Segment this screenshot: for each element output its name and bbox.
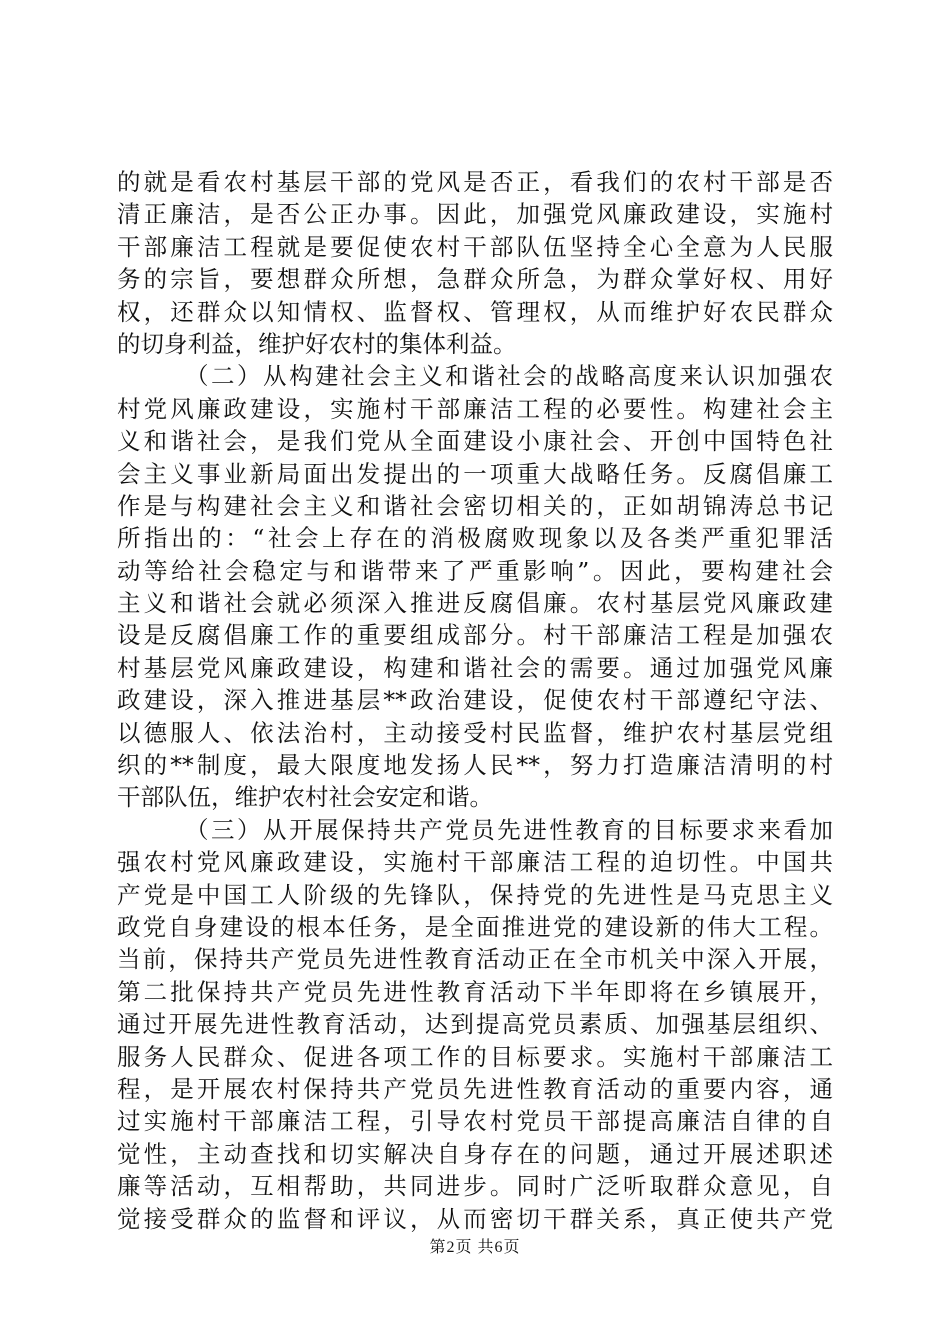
document-body [117, 166, 833, 1235]
text-line: 务的宗旨，要想群众所想，急群众所急，为群众掌好权、用好 [117, 265, 833, 294]
text-line: 权，还群众以知情权、监督权、管理权，从而维护好农民群众 [117, 297, 833, 326]
page-footer: 第2页 共6页 [429, 1239, 521, 1256]
text-line: 觉性，主动查找和切实解决自身存在的问题，通过开展述职述 [117, 1139, 833, 1168]
text-line: 清正廉洁，是否公正办事。因此，加强党风廉政建设，实施村 [117, 200, 833, 229]
text-line: 以德服人、依法治村，主动接受村民监督，维护农村基层党组 [117, 718, 833, 747]
text-line: 通过开展先进性教育活动，达到提高党员素质、加强基层组织、 [117, 1010, 833, 1039]
text-line: 村党风廉政建设，实施村干部廉洁工程的必要性。构建社会主 [117, 394, 833, 423]
text-line: 政建设，深入推进基层**政治建设，促使农村干部遵纪守法、 [117, 686, 833, 715]
text-line: 觉接受群众的监督和评议，从而密切干群关系，真正使共产党 [117, 1204, 833, 1233]
text-line: 服务人民群众、促进各项工作的目标要求。实施村干部廉洁工 [117, 1042, 833, 1071]
text-line: 政党自身建设的根本任务，是全面推进党的建设新的伟大工程。 [117, 912, 833, 941]
text-line: 的切身利益，维护好农村的集体利益。 [117, 329, 517, 358]
text-line: 第二批保持共产党员先进性教育活动下半年即将在乡镇展开， [117, 977, 833, 1006]
text-line: 过实施村干部廉洁工程，引导农村党员干部提高廉洁自律的自 [117, 1107, 833, 1136]
text-line: （三）从开展保持共产党员先进性教育的目标要求来看加 [185, 815, 833, 844]
text-line: 动等给社会稳定与和谐带来了严重影响”。因此，要构建社会 [117, 556, 833, 585]
text-line: 义和谐社会，是我们党从全面建设小康社会、开创中国特色社 [117, 427, 833, 456]
text-line: 强农村党风廉政建设，实施村干部廉洁工程的迫切性。中国共 [117, 848, 833, 877]
text-line: 干部队伍，维护农村社会安定和谐。 [117, 783, 493, 812]
text-line: 程，是开展农村保持共产党员先进性教育活动的重要内容，通 [117, 1074, 833, 1103]
text-line: 村基层党风廉政建设，构建和谐社会的需要。通过加强党风廉 [117, 653, 833, 682]
text-line: 的就是看农村基层干部的党风是否正，看我们的农村干部是否 [117, 168, 833, 196]
text-line: （二）从构建社会主义和谐社会的战略高度来认识加强农 [185, 362, 833, 391]
text-line: 当前，保持共产党员先进性教育活动正在全市机关中深入开展， [117, 945, 833, 974]
text-line: 会主义事业新局面出发提出的一项重大战略任务。反腐倡廉工 [117, 459, 833, 488]
text-line: 织的**制度，最大限度地发扬人民**，努力打造廉洁清明的村 [117, 751, 833, 780]
text-line: 产党是中国工人阶级的先锋队，保持党的先进性是马克思主义 [117, 880, 833, 909]
text-line: 所指出的：“社会上存在的消极腐败现象以及各类严重犯罪活 [117, 524, 833, 553]
text-line: 干部廉洁工程就是要促使农村干部队伍坚持全心全意为人民服 [117, 232, 833, 261]
text-line: 作是与构建社会主义和谐社会密切相关的，正如胡锦涛总书记 [117, 491, 833, 520]
text-line: 廉等活动，互相帮助，共同进步。同时广泛听取群众意见，自 [117, 1172, 833, 1201]
text-line: 主义和谐社会就必须深入推进反腐倡廉。农村基层党风廉政建 [117, 589, 833, 618]
text-line: 设是反腐倡廉工作的重要组成部分。村干部廉洁工程是加强农 [117, 621, 833, 650]
